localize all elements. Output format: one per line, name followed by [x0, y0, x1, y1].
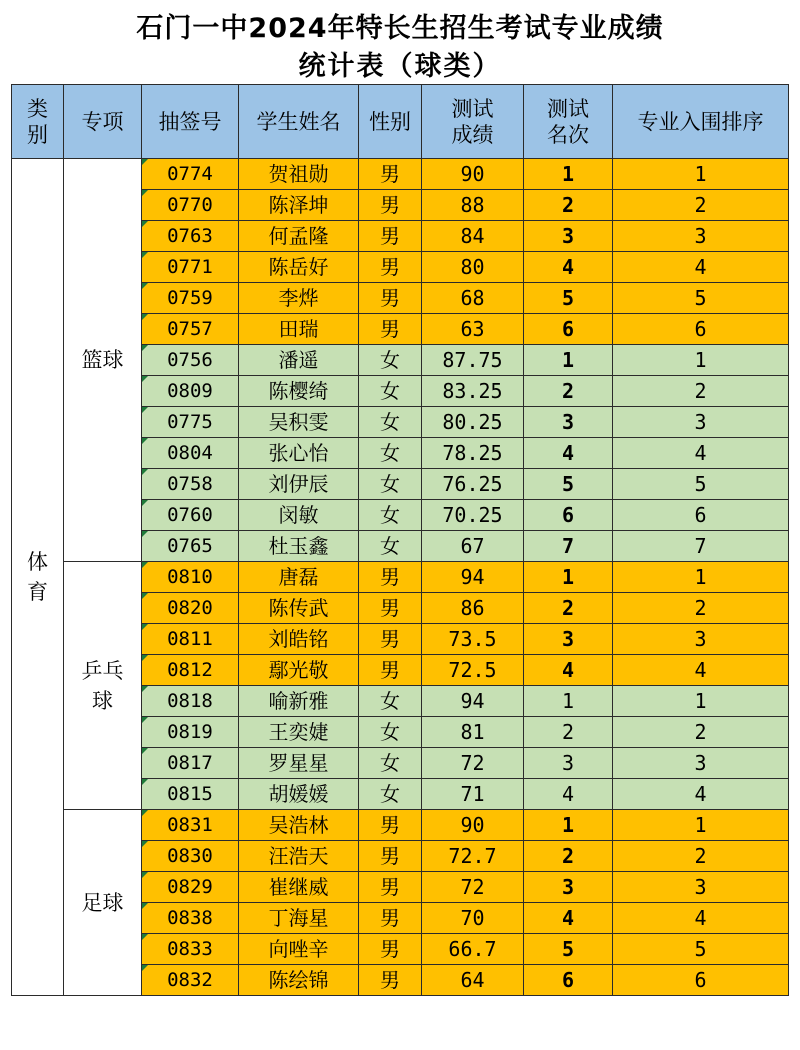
lot-cell: 0818	[142, 686, 239, 717]
admit-rank-cell: 7	[613, 531, 789, 562]
name-cell: 张心怡	[239, 438, 359, 469]
lot-cell: 0831	[142, 810, 239, 841]
lot-cell: 0833	[142, 934, 239, 965]
admit-rank-cell: 1	[613, 686, 789, 717]
admit-rank-cell: 4	[613, 779, 789, 810]
admit-rank-cell: 6	[613, 965, 789, 996]
lot-cell: 0832	[142, 965, 239, 996]
score-cell: 87.75	[422, 345, 524, 376]
test-rank-cell: 5	[524, 469, 613, 500]
test-rank-cell: 2	[524, 376, 613, 407]
test-rank-cell: 1	[524, 562, 613, 593]
name-cell: 杜玉鑫	[239, 531, 359, 562]
score-cell: 72.7	[422, 841, 524, 872]
admit-rank-cell: 3	[613, 748, 789, 779]
gender-cell: 男	[359, 841, 422, 872]
admit-rank-cell: 4	[613, 903, 789, 934]
score-cell: 83.25	[422, 376, 524, 407]
lot-cell: 0809	[142, 376, 239, 407]
test-rank-cell: 1	[524, 686, 613, 717]
score-cell: 94	[422, 562, 524, 593]
gender-cell: 男	[359, 593, 422, 624]
admit-rank-cell: 5	[613, 934, 789, 965]
header-row	[12, 85, 789, 159]
gender-cell: 女	[359, 376, 422, 407]
gender-cell: 男	[359, 965, 422, 996]
gender-cell: 男	[359, 283, 422, 314]
score-cell: 71	[422, 779, 524, 810]
gender-cell: 男	[359, 624, 422, 655]
gender-cell: 女	[359, 438, 422, 469]
header-sport: 专项	[64, 85, 142, 159]
admit-rank-cell: 3	[613, 872, 789, 903]
name-cell: 鄢光敬	[239, 655, 359, 686]
test-rank-cell: 4	[524, 779, 613, 810]
name-cell: 李烨	[239, 283, 359, 314]
lot-cell: 0758	[142, 469, 239, 500]
admit-rank-cell: 2	[613, 593, 789, 624]
lot-cell: 0817	[142, 748, 239, 779]
score-cell: 72.5	[422, 655, 524, 686]
test-rank-cell: 4	[524, 903, 613, 934]
admit-rank-cell: 2	[613, 190, 789, 221]
lot-cell: 0815	[142, 779, 239, 810]
lot-cell: 0804	[142, 438, 239, 469]
score-cell: 72	[422, 872, 524, 903]
test-rank-cell: 1	[524, 159, 613, 190]
name-cell: 王奕婕	[239, 717, 359, 748]
name-cell: 唐磊	[239, 562, 359, 593]
test-rank-cell: 7	[524, 531, 613, 562]
test-rank-cell: 3	[524, 624, 613, 655]
score-cell: 86	[422, 593, 524, 624]
header-test-rank: 测试名次	[524, 85, 613, 159]
score-table	[11, 84, 789, 996]
lot-cell: 0771	[142, 252, 239, 283]
lot-cell: 0820	[142, 593, 239, 624]
admit-rank-cell: 1	[613, 345, 789, 376]
table-row	[12, 562, 789, 593]
lot-cell: 0757	[142, 314, 239, 345]
gender-cell: 女	[359, 686, 422, 717]
name-cell: 吴浩林	[239, 810, 359, 841]
score-cell: 94	[422, 686, 524, 717]
test-rank-cell: 6	[524, 965, 613, 996]
score-cell: 84	[422, 221, 524, 252]
score-cell: 78.25	[422, 438, 524, 469]
gender-cell: 男	[359, 934, 422, 965]
lot-cell: 0810	[142, 562, 239, 593]
test-rank-cell: 3	[524, 748, 613, 779]
lot-cell: 0765	[142, 531, 239, 562]
name-cell: 刘皓铭	[239, 624, 359, 655]
gender-cell: 男	[359, 810, 422, 841]
header-lot: 抽签号	[142, 85, 239, 159]
sport-label: 篮球	[81, 348, 124, 372]
gender-cell: 男	[359, 655, 422, 686]
lot-cell: 0830	[142, 841, 239, 872]
name-cell: 陈樱绮	[239, 376, 359, 407]
admit-rank-cell: 2	[613, 376, 789, 407]
lot-cell: 0756	[142, 345, 239, 376]
name-cell: 向唑辛	[239, 934, 359, 965]
gender-cell: 女	[359, 407, 422, 438]
name-cell: 何孟隆	[239, 221, 359, 252]
gender-cell: 男	[359, 159, 422, 190]
page-title: 石门一中2024年特长生招生考试专业成绩	[136, 13, 664, 44]
test-rank-cell: 2	[524, 190, 613, 221]
name-cell: 崔继威	[239, 872, 359, 903]
lot-cell: 0763	[142, 221, 239, 252]
lot-cell: 0819	[142, 717, 239, 748]
test-rank-cell: 1	[524, 345, 613, 376]
score-cell: 80.25	[422, 407, 524, 438]
admit-rank-cell: 5	[613, 283, 789, 314]
table-row	[12, 159, 789, 190]
test-rank-cell: 3	[524, 221, 613, 252]
name-cell: 丁海星	[239, 903, 359, 934]
sport-cell	[64, 159, 142, 562]
test-rank-cell: 5	[524, 934, 613, 965]
gender-cell: 女	[359, 345, 422, 376]
test-rank-cell: 1	[524, 810, 613, 841]
score-cell: 90	[422, 810, 524, 841]
test-rank-cell: 2	[524, 593, 613, 624]
admit-rank-cell: 4	[613, 655, 789, 686]
score-cell: 67	[422, 531, 524, 562]
lot-cell: 0760	[142, 500, 239, 531]
gender-cell: 男	[359, 221, 422, 252]
score-cell: 80	[422, 252, 524, 283]
lot-cell: 0775	[142, 407, 239, 438]
name-cell: 喻新雅	[239, 686, 359, 717]
admit-rank-cell: 3	[613, 407, 789, 438]
gender-cell: 女	[359, 748, 422, 779]
lot-cell: 0838	[142, 903, 239, 934]
sport-label: 足球	[81, 890, 124, 915]
title-block	[0, 0, 800, 84]
lot-cell: 0770	[142, 190, 239, 221]
score-cell: 70.25	[422, 500, 524, 531]
test-rank-cell: 3	[524, 872, 613, 903]
sport-label: 乒乓球	[81, 658, 124, 713]
gender-cell: 男	[359, 252, 422, 283]
name-cell: 刘伊辰	[239, 469, 359, 500]
gender-cell: 女	[359, 531, 422, 562]
gender-cell: 男	[359, 872, 422, 903]
gender-cell: 女	[359, 717, 422, 748]
name-cell: 田瑞	[239, 314, 359, 345]
admit-rank-cell: 2	[613, 717, 789, 748]
gender-cell: 男	[359, 314, 422, 345]
name-cell: 贺祖勋	[239, 159, 359, 190]
lot-cell: 0811	[142, 624, 239, 655]
test-rank-cell: 4	[524, 438, 613, 469]
gender-cell: 男	[359, 903, 422, 934]
score-cell: 76.25	[422, 469, 524, 500]
name-cell: 胡媛媛	[239, 779, 359, 810]
admit-rank-cell: 1	[613, 810, 789, 841]
score-cell: 70	[422, 903, 524, 934]
admit-rank-cell: 2	[613, 841, 789, 872]
admit-rank-cell: 1	[613, 159, 789, 190]
name-cell: 吴积雯	[239, 407, 359, 438]
score-cell: 72	[422, 748, 524, 779]
name-cell: 罗星星	[239, 748, 359, 779]
name-cell: 陈岳好	[239, 252, 359, 283]
admit-rank-cell: 3	[613, 221, 789, 252]
score-cell: 68	[422, 283, 524, 314]
test-rank-cell: 6	[524, 500, 613, 531]
header-name: 学生姓名	[239, 85, 359, 159]
score-cell: 63	[422, 314, 524, 345]
table-row	[12, 810, 789, 841]
score-cell: 64	[422, 965, 524, 996]
name-cell: 陈传武	[239, 593, 359, 624]
test-rank-cell: 6	[524, 314, 613, 345]
score-cell: 66.7	[422, 934, 524, 965]
test-rank-cell: 3	[524, 407, 613, 438]
gender-cell: 男	[359, 190, 422, 221]
sport-cell	[64, 810, 142, 996]
name-cell: 陈绘锦	[239, 965, 359, 996]
lot-cell: 0812	[142, 655, 239, 686]
sport-cell	[64, 562, 142, 810]
score-cell: 73.5	[422, 624, 524, 655]
header-admit-rank: 专业入围排序	[613, 85, 789, 159]
header-category: 类别	[12, 85, 64, 159]
admit-rank-cell: 6	[613, 500, 789, 531]
admit-rank-cell: 5	[613, 469, 789, 500]
lot-cell: 0759	[142, 283, 239, 314]
header-score: 测试成绩	[422, 85, 524, 159]
test-rank-cell: 4	[524, 252, 613, 283]
admit-rank-cell: 4	[613, 252, 789, 283]
header-gender: 性别	[359, 85, 422, 159]
test-rank-cell: 5	[524, 283, 613, 314]
name-cell: 潘遥	[239, 345, 359, 376]
test-rank-cell: 2	[524, 717, 613, 748]
name-cell: 汪浩天	[239, 841, 359, 872]
score-cell: 88	[422, 190, 524, 221]
name-cell: 闵敏	[239, 500, 359, 531]
admit-rank-cell: 1	[613, 562, 789, 593]
name-cell: 陈泽坤	[239, 190, 359, 221]
test-rank-cell: 2	[524, 841, 613, 872]
score-cell: 81	[422, 717, 524, 748]
gender-cell: 女	[359, 779, 422, 810]
lot-cell: 0829	[142, 872, 239, 903]
category-label: 体育	[27, 550, 48, 604]
admit-rank-cell: 6	[613, 314, 789, 345]
admit-rank-cell: 3	[613, 624, 789, 655]
lot-cell: 0774	[142, 159, 239, 190]
gender-cell: 女	[359, 500, 422, 531]
page-subtitle: 统计表（球类）	[298, 51, 502, 82]
admit-rank-cell: 4	[613, 438, 789, 469]
score-cell: 90	[422, 159, 524, 190]
test-rank-cell: 4	[524, 655, 613, 686]
gender-cell: 女	[359, 469, 422, 500]
category-cell	[12, 159, 64, 996]
gender-cell: 男	[359, 562, 422, 593]
